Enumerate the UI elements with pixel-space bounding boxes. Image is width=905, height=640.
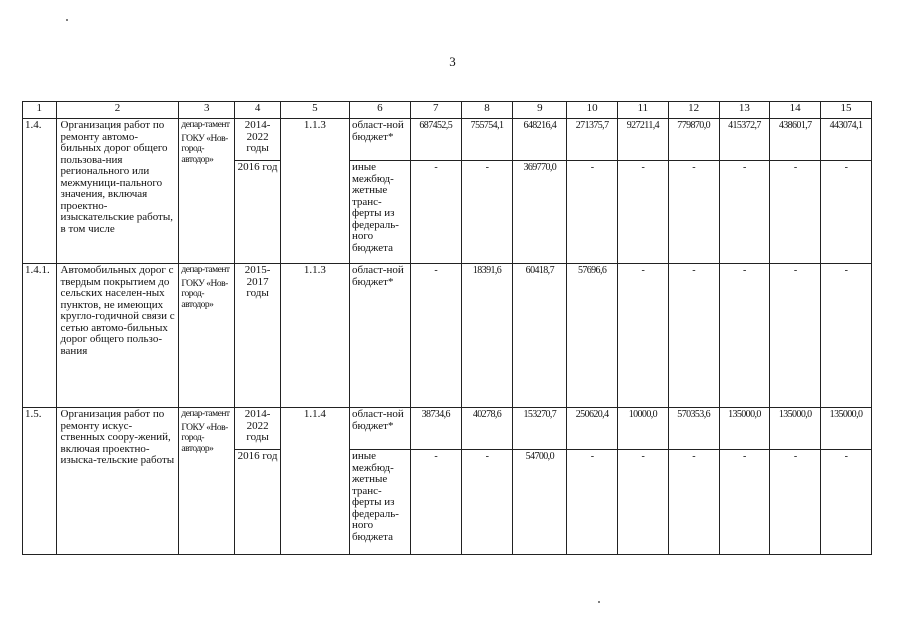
col-header: 4 [235, 102, 281, 119]
value-cell: - [410, 450, 461, 555]
value-cell: 60418,7 [513, 264, 567, 408]
page-number: 3 [449, 54, 456, 69]
value-cell: 415372,7 [719, 119, 770, 161]
item-number: 1.4.1. [23, 264, 57, 408]
value-cell: - [567, 161, 618, 264]
value-cell: 18391,6 [461, 264, 513, 408]
executor [179, 264, 235, 408]
value-cell: - [618, 264, 669, 408]
value-cell: - [618, 450, 669, 555]
value-cell: - [719, 450, 770, 555]
executor [179, 408, 235, 555]
period: 2014-2022 годы [235, 119, 281, 161]
value-cell: 10000,0 [618, 408, 669, 450]
value-cell: 57696,6 [567, 264, 618, 408]
item-name: Организация работ по ремонту искус-ственных соору-жений, включая проектно-изыска-тельские работы [56, 408, 179, 555]
value-cell: 135000,0 [821, 408, 872, 450]
col-header: 3 [179, 102, 235, 119]
value-cell: 135000,0 [719, 408, 770, 450]
executor-line: депар-тамент [181, 409, 230, 419]
col-header: 11 [618, 102, 669, 119]
target-code: 1.1.3 [280, 119, 349, 264]
target-code: 1.1.3 [280, 264, 349, 408]
col-header: 14 [770, 102, 821, 119]
period: 2015-2017 годы [235, 264, 281, 408]
executor-line: ГОКУ «Нов-город-автодор» [181, 422, 228, 454]
value-cell: 271375,7 [567, 119, 618, 161]
value-cell: 755754,1 [461, 119, 513, 161]
value-cell: - [770, 450, 821, 555]
value-cell: - [719, 161, 770, 264]
col-header: 6 [349, 102, 410, 119]
scan-speck [66, 19, 68, 21]
funding-source: иные межбюд-жетные транс-ферты из федераль-ного бюджета [349, 161, 410, 264]
value-cell: - [461, 161, 513, 264]
item-name: Организация работ по ремонту автомо-бильных дорог общего пользова-ния регионального или межмуници-пального значения, включая проектно-изыскательские работы, в том числе [56, 119, 179, 264]
item-number: 1.4. [23, 119, 57, 264]
value-cell: - [618, 161, 669, 264]
value-cell: - [668, 264, 719, 408]
funding-source: иные межбюд-жетные транс-ферты из федераль-ного бюджета [349, 450, 410, 555]
col-header: 2 [56, 102, 179, 119]
table-row [23, 119, 872, 161]
value-cell: 153270,7 [513, 408, 567, 450]
value-cell: - [410, 264, 461, 408]
period: 2014-2022 годы [235, 408, 281, 450]
col-header: 13 [719, 102, 770, 119]
value-cell: - [410, 161, 461, 264]
target-code: 1.1.4 [280, 408, 349, 555]
column-number-row [23, 102, 872, 119]
value-cell: 687452,5 [410, 119, 461, 161]
value-cell: - [461, 450, 513, 555]
col-header: 10 [567, 102, 618, 119]
executor-line: депар-тамент [181, 265, 230, 275]
col-header: 7 [410, 102, 461, 119]
value-cell: 135000,0 [770, 408, 821, 450]
value-cell: - [770, 161, 821, 264]
value-cell: 779870,0 [668, 119, 719, 161]
scan-speck [598, 601, 600, 603]
funding-source: област-ной бюджет* [349, 119, 410, 161]
executor-line: ГОКУ «Нов-город-автодор» [181, 133, 228, 165]
value-cell: 648216,4 [513, 119, 567, 161]
table-row [23, 264, 872, 408]
value-cell: - [668, 161, 719, 264]
value-cell: 927211,4 [618, 119, 669, 161]
period: 2016 год [235, 161, 281, 264]
value-cell: - [719, 264, 770, 408]
col-header: 15 [821, 102, 872, 119]
funding-source: област-ной бюджет* [349, 408, 410, 450]
value-cell: 438601,7 [770, 119, 821, 161]
funding-source: област-ной бюджет* [349, 264, 410, 408]
executor-line: депар-тамент [181, 120, 230, 130]
value-cell: - [770, 264, 821, 408]
item-name: Автомобильных дорог с твердым покрытием до сельских населен-ных пунктов, не имеющих кругло-годичной связи с сетью автомо-бильных дорог общего пользо-вания [56, 264, 179, 408]
value-cell: - [821, 450, 872, 555]
value-cell: - [821, 264, 872, 408]
period: 2016 год [235, 450, 281, 555]
table-row [23, 408, 872, 450]
value-cell: 38734,6 [410, 408, 461, 450]
col-header: 9 [513, 102, 567, 119]
value-cell: - [668, 450, 719, 555]
value-cell: 250620,4 [567, 408, 618, 450]
value-cell: - [821, 161, 872, 264]
value-cell: 369770,0 [513, 161, 567, 264]
item-number: 1.5. [23, 408, 57, 555]
value-cell: 570353,6 [668, 408, 719, 450]
value-cell: 443074,1 [821, 119, 872, 161]
value-cell: 40278,6 [461, 408, 513, 450]
col-header: 12 [668, 102, 719, 119]
executor [179, 119, 235, 264]
executor-line: ГОКУ «Нов-город-автодор» [181, 278, 228, 310]
col-header: 8 [461, 102, 513, 119]
program-table [22, 101, 872, 555]
col-header: 1 [23, 102, 57, 119]
value-cell: - [567, 450, 618, 555]
value-cell: 54700,0 [513, 450, 567, 555]
col-header: 5 [280, 102, 349, 119]
